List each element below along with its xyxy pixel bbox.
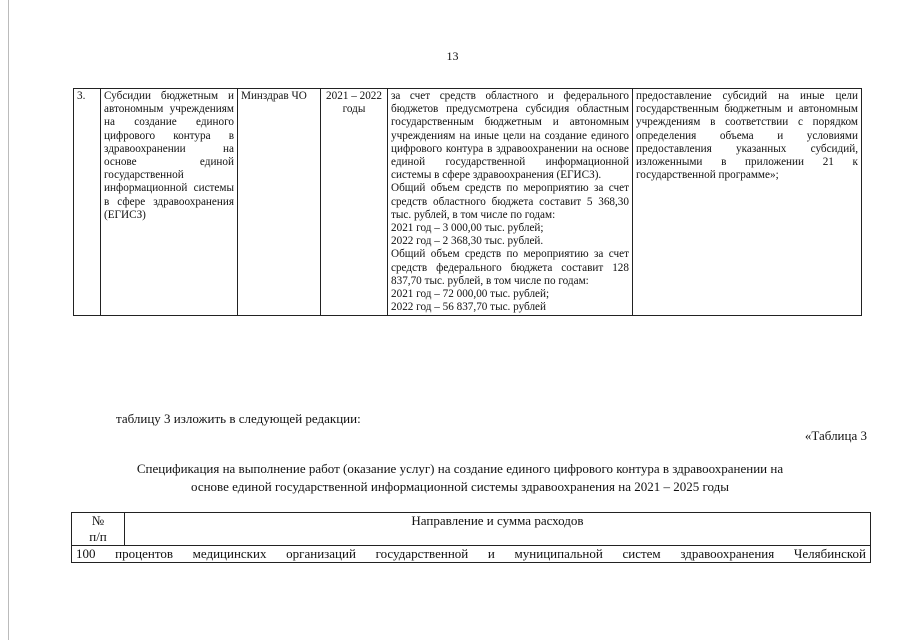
instruction-text: таблицу 3 изложить в следующей редакции: — [116, 411, 361, 426]
table-row — [74, 89, 862, 316]
specification-table — [71, 512, 871, 563]
table-row — [72, 546, 871, 563]
specification-title — [80, 460, 840, 496]
measure-name: Субсидии бюджетным и автономным учреждениям на создание единого цифрового контура в здравоохранении на основе единой государственной информационной системы в сфере здравоохранения (ЕГИСЗ) — [101, 89, 238, 316]
scan-edge-line — [8, 0, 9, 640]
federal-2021: 2021 год – 72 000,00 тыс. рублей; — [391, 288, 550, 301]
specification-title-line2: основе единой государственной информационной системы здравоохранения на 2021 – 2025 годы — [191, 479, 729, 494]
column-number-header — [72, 513, 125, 546]
executor: Минздрав ЧО — [238, 89, 321, 316]
row-number: 3. — [74, 89, 101, 316]
regional-2021: 2021 год – 3 000,00 тыс. рублей; — [391, 222, 544, 235]
column-number-symbol: № — [91, 513, 105, 528]
table-header-row — [72, 513, 871, 546]
regional-2022: 2022 год – 2 368,30 тыс. рублей. — [391, 235, 544, 248]
expected-result: предоставление субсидий на иные цели государственным бюджетным и автономным учреждениям в соответствии с порядком определения объема и условиями предоставления указанных субсидий, изложенными в приложении 21 к государственной программе»; — [633, 89, 862, 316]
table-label: «Таблица 3 — [804, 428, 867, 443]
funding-intro: за счет средств областного и федерального бюджетов предусмотрена субсидия областным государственным бюджетным и автономным учреждениям на иные цели на создание единого цифрового контура в здравоохранении на основе единой государственной информационной системы в сфере здравоохранения (ЕГИСЗ). — [391, 90, 629, 182]
column-number-abbrev: п/п — [89, 529, 107, 544]
funding-description — [388, 89, 633, 316]
table-row-text: 100 процентов медицинских организаций государственной и муниципальной систем здравоохранения Челябинской — [72, 546, 871, 563]
period: 2021 – 2022 годы — [321, 89, 388, 316]
specification-title-line1: Спецификация на выполнение работ (оказание услуг) на создание единого цифрового контура в здравоохранении на — [136, 461, 784, 476]
federal-2022: 2022 год – 56 837,70 тыс. рублей — [391, 301, 546, 314]
page-number: 13 — [446, 49, 459, 63]
regional-total: Общий объем средств по мероприятию за счет средств областного бюджета составит 5 368,30 тыс. рублей, в том числе по годам: — [391, 182, 629, 221]
federal-total: Общий объем средств по мероприятию за счет средств федерального бюджета составит 128 837,70 тыс. рублей, в том числе по годам: — [391, 248, 629, 287]
column-direction-header: Направление и сумма расходов — [125, 513, 871, 546]
measures-table — [73, 88, 862, 316]
